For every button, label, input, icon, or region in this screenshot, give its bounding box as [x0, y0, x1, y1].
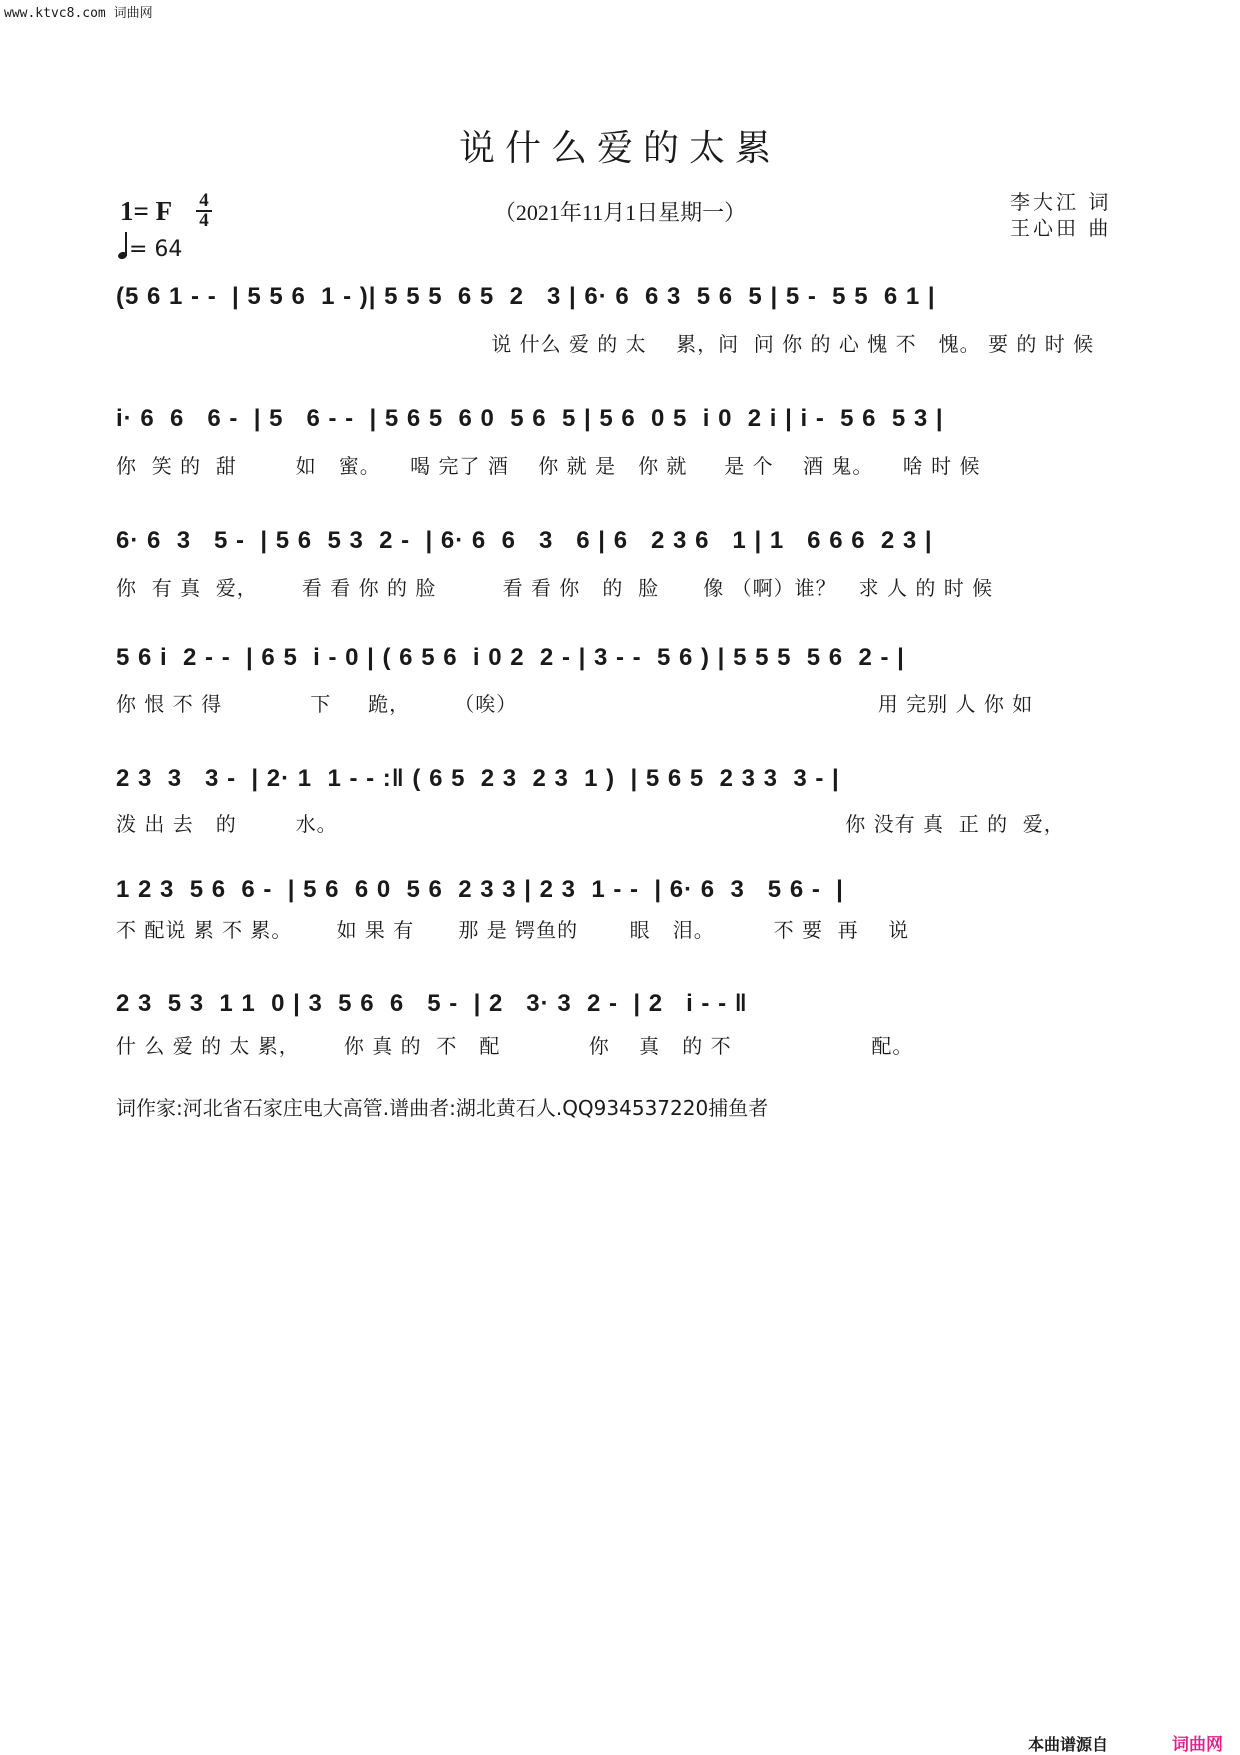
score-line-3-notes: 6· 6 3 5 - | 5 6 5 3 2 - | 6· 6 6 3 6 | 6 2 3 6 1 | 1 6 6 6 2 3 | [116, 527, 933, 554]
tempo-value: = 64 [129, 237, 183, 262]
note-stem-icon [125, 232, 127, 256]
source-note: 本曲谱源自 [1028, 1735, 1109, 1754]
date-line: （2021年11月1日星期一） [493, 200, 747, 225]
lyricist-credit: 李大江 词 [1010, 190, 1112, 214]
song-title: 说什么爱的太累 [458, 128, 781, 169]
time-signature-top: 4 [199, 190, 209, 211]
time-signature-bottom: 4 [199, 210, 209, 231]
site-logo: 词曲网 [1172, 1735, 1223, 1755]
score-line-2-lyrics: 你 笑 的 甜 如 蜜。 喝 完了 酒 你 就 是 你 就 是 个 酒 鬼。 啥 时 候 [116, 454, 981, 478]
score-line-5-notes: 2 3 3 3 - | 2· 1 1 - - :‖ ( 6 5 2 3 2 3 1 ) | 5 6 5 2 3 3 3 - | [116, 765, 840, 792]
score-line-1-lyrics: 说 什么 爱 的 太 累，问 问 你 的 心 愧 不 愧。 要 的 时 候 [116, 332, 1095, 356]
source-site-label: www.ktvc8.com 词曲网 [4, 6, 153, 21]
score-line-6-lyrics: 不 配说 累 不 累。 如 果 有 那 是 锷鱼的 眼 泪。 不 要 再 说 [116, 918, 910, 942]
score-line-7-lyrics: 什 么 爱 的 太 累， 你 真 的 不 配 你 真 的 不 配。 [116, 1034, 914, 1058]
score-line-6-notes: 1 2 3 5 6 6 - | 5 6 6 0 5 6 2 3 3 | 2 3 1 - - | 6· 6 3 5 6 - | [116, 876, 844, 903]
tempo-marking [118, 232, 182, 262]
score-line-4-notes: 5 6 i 2 - - | 6 5 i - 0 | ( 6 5 6 i 0 2 2 - | 3 - - 5 6 ) | 5 5 5 5 6 2 - | [116, 644, 905, 671]
score-line-7-notes: 2 3 5 3 1 1 0 | 3 5 6 6 5 - | 2 3· 3 2 - | 2 i - - ‖ [116, 990, 748, 1017]
score-line-1-notes: (5 6 1 - - | 5 5 6 1 - )| 5 5 5 6 5 2 3 | 6· 6 6 3 5 6 5 | 5 - 5 5 6 1 | [116, 283, 936, 310]
author-credits-footer: 词作家:河北省石家庄电大高管.谱曲者:湖北黄石人.QQ934537220捕鱼者 [116, 1096, 769, 1120]
score-line-5-lyrics: 泼 出 去 的 水。 你 没有 真 正 的 爱， [116, 812, 1065, 836]
score-line-2-notes: i· 6 6 6 - | 5 6 - - | 5 6 5 6 0 5 6 5 | 5 6 0 5 i 0 2 i | i - 5 6 5 3 | [116, 405, 944, 432]
score-line-3-lyrics: 你 有 真 爱， 看 看 你 的 脸 看 看 你 的 脸 像 （啊）谁？ 求 人 的 时 候 [116, 576, 994, 600]
composer-credit: 王心田 曲 [1010, 216, 1112, 240]
key-signature: 1= F [120, 196, 173, 226]
score-line-4-lyrics: 你 恨 不 得 下 跪， （唉） 用 完别 人 你 如 [116, 692, 1034, 716]
